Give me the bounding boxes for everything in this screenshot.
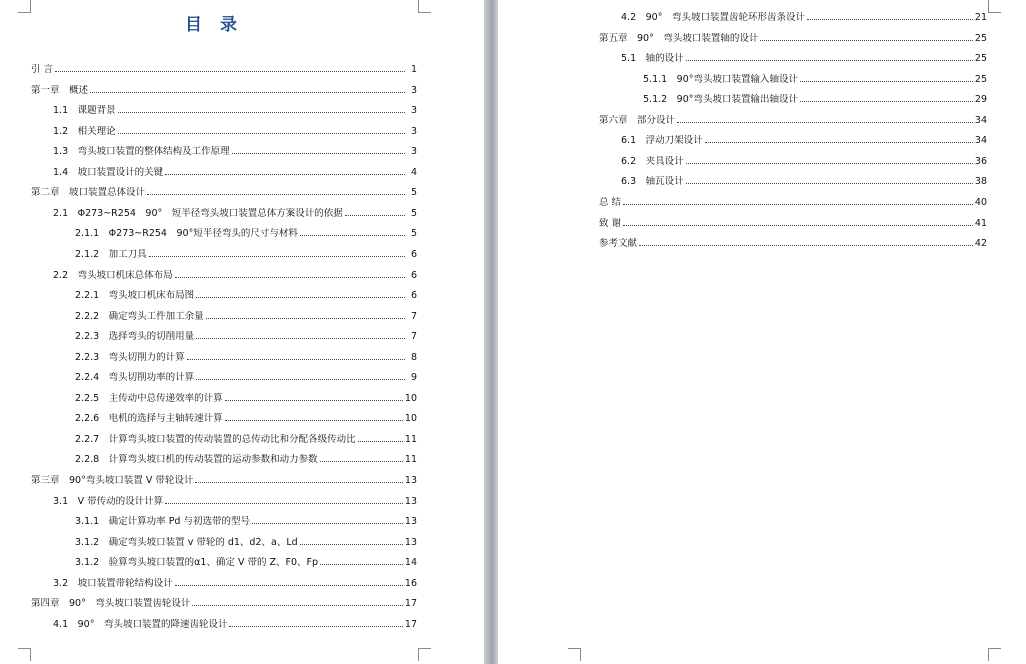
toc-page-number: 13 [404, 495, 417, 507]
toc-leader-dots [760, 40, 973, 41]
toc-entry[interactable] [75, 228, 417, 240]
toc-entry-title: 2.2.3 弯头切削力的计算 [75, 351, 185, 363]
toc-leader-dots [800, 81, 973, 82]
toc-page-number: 41 [974, 217, 987, 229]
toc-entry-title: 2.2 弯头坡口机床总体布局 [53, 269, 173, 281]
toc-entry-title: 2.2.7 计算弯头坡口装置的传动装置的总传动比和分配各级传动比 [75, 433, 356, 445]
toc-page-number: 6 [410, 269, 417, 281]
toc-leader-dots [300, 235, 405, 236]
toc-entry-title: 第二章 坡口装置总体设计 [31, 187, 146, 199]
toc-page-number: 11 [404, 433, 417, 445]
toc-page-number: 29 [974, 94, 987, 106]
toc-page-number: 38 [974, 176, 987, 188]
toc-entry-title: 2.1.2 加工刀具 [75, 248, 147, 260]
toc-leader-dots [147, 194, 405, 195]
toc-page-number: 25 [974, 73, 987, 85]
toc-entry[interactable] [75, 557, 417, 569]
toc-leader-dots [807, 19, 973, 20]
toc-page-number: 25 [974, 32, 987, 44]
toc-entry[interactable] [31, 64, 417, 76]
toc-page-number: 10 [404, 392, 417, 404]
document-page-left [0, 0, 484, 664]
toc-leader-dots [192, 605, 403, 606]
page-gutter [484, 0, 498, 664]
toc-entry[interactable] [53, 167, 417, 179]
toc-leader-dots [55, 71, 405, 72]
toc-leader-dots [187, 359, 405, 360]
toc-entry-title: 2.2.3 选择弯头的切削用量 [75, 331, 195, 343]
toc-leader-dots [358, 441, 403, 442]
toc-entry-title: 3.1 V 带传动的设计计算 [53, 495, 164, 507]
toc-entry-title: 6.3 轴瓦设计 [621, 176, 684, 188]
toc-page-number: 3 [410, 105, 417, 117]
toc-entry-title: 1.4 坡口装置设计的关键 [53, 166, 164, 178]
toc-entry-title: 2.2.5 主传动中总传递效率的计算 [75, 392, 223, 404]
toc-entry[interactable] [599, 238, 987, 250]
toc-entry-title: 3.1.1 确定计算功率 Pd 与初选带的型号 [75, 516, 250, 528]
toc-leader-dots [225, 420, 403, 421]
toc-page-number: 3 [410, 146, 417, 158]
toc-leader-dots [165, 174, 405, 175]
toc-entry[interactable] [53, 126, 417, 138]
toc-page-number: 34 [974, 114, 987, 126]
toc-page-number: 42 [974, 238, 987, 250]
toc-entry-title: 6.1 浮动刀架设计 [621, 135, 703, 147]
toc-entry-title: 6.2 夹具设计 [621, 155, 684, 167]
toc-leader-dots [686, 183, 973, 184]
toc-leader-dots [196, 379, 405, 380]
toc-entry[interactable] [75, 393, 417, 405]
toc-entry[interactable] [75, 434, 417, 446]
toc-leader-dots [686, 163, 973, 164]
toc-entry[interactable] [75, 516, 417, 528]
toc-leader-dots [196, 338, 405, 339]
toc-entry-title: 2.2.6 电机的选择与主轴转速计算 [75, 413, 223, 425]
toc-page-number: 36 [974, 155, 987, 167]
toc-entry-title: 2.2.8 计算弯头坡口机的传动装置的运动参数和动力参数 [75, 454, 318, 466]
toc-entry[interactable] [53, 146, 417, 158]
toc-page-number: 13 [404, 516, 417, 528]
toc-entry[interactable] [75, 311, 417, 323]
toc-page-number: 6 [410, 248, 417, 260]
toc-page-number: 5 [410, 187, 417, 199]
toc-page-number: 40 [974, 196, 987, 208]
toc-page-number: 25 [974, 53, 987, 65]
toc-entry[interactable] [31, 475, 417, 487]
toc-leader-dots [639, 245, 973, 246]
toc-entry-title: 2.1 Φ273~R254 90° 短半径弯头坡口装置总体方案设计的依据 [53, 207, 343, 219]
toc-title: 目 录 [185, 15, 243, 35]
toc-leader-dots [345, 215, 405, 216]
toc-entry[interactable] [75, 372, 417, 384]
toc-leader-dots [623, 204, 973, 205]
toc-page-number: 13 [404, 536, 417, 548]
toc-entry[interactable] [75, 413, 417, 425]
toc-leader-dots [118, 112, 405, 113]
toc-entry[interactable] [621, 12, 987, 24]
toc-entry[interactable] [643, 74, 987, 86]
toc-leader-dots [320, 461, 403, 462]
toc-entry[interactable] [75, 454, 417, 466]
toc-leader-dots [206, 318, 405, 319]
toc-entry[interactable] [53, 496, 417, 508]
toc-entry-title: 致 谢 [599, 217, 622, 229]
toc-page-number: 8 [410, 351, 417, 363]
toc-entry[interactable] [31, 85, 417, 97]
toc-entry[interactable] [621, 156, 987, 168]
toc-leader-dots [225, 400, 403, 401]
toc-leader-dots [252, 523, 403, 524]
toc-list-left [0, 0, 484, 664]
toc-entry-title: 2.2.4 弯头切削功率的计算 [75, 372, 195, 384]
toc-leader-dots [196, 297, 405, 298]
toc-entry[interactable] [53, 270, 417, 282]
toc-entry[interactable] [599, 218, 987, 230]
toc-entry[interactable] [75, 331, 417, 343]
toc-entry-title: 第六章 部分设计 [599, 114, 676, 126]
toc-entry-title: 引 言 [31, 64, 54, 75]
toc-page-number: 13 [404, 475, 417, 486]
toc-entry-title: 3.1.2 验算弯头坡口装置的α1、确定 V 带的 Z、F0、Fp [75, 557, 319, 569]
toc-page-number: 11 [404, 454, 417, 466]
toc-entry[interactable] [75, 290, 417, 302]
toc-leader-dots [686, 60, 973, 61]
toc-leader-dots [149, 256, 405, 257]
toc-entry[interactable] [621, 135, 987, 147]
toc-leader-dots [623, 225, 973, 226]
toc-page-number: 3 [410, 125, 417, 137]
toc-page-number: 16 [404, 577, 417, 589]
toc-entry[interactable] [53, 578, 417, 590]
toc-leader-dots [320, 564, 403, 565]
toc-leader-dots [175, 585, 403, 586]
toc-entry-title: 1.2 相关理论 [53, 125, 116, 137]
toc-entry[interactable] [75, 537, 417, 549]
toc-page-number: 7 [410, 310, 417, 322]
toc-leader-dots [195, 482, 403, 483]
toc-page-number: 5 [410, 207, 417, 219]
toc-entry[interactable] [53, 208, 417, 220]
toc-entry[interactable] [599, 197, 987, 209]
toc-entry-title: 总 结 [599, 196, 622, 208]
toc-entry[interactable] [643, 94, 987, 106]
toc-entry[interactable] [75, 249, 417, 261]
toc-page-number: 6 [410, 290, 417, 302]
toc-page-number: 17 [404, 618, 417, 630]
toc-entry-title: 1.1 课题背景 [53, 105, 116, 117]
toc-page-number: 1 [410, 64, 417, 75]
toc-entry-title: 4.2 90° 弯头坡口装置齿轮环形齿条设计 [621, 12, 805, 23]
toc-page-number: 3 [410, 84, 417, 96]
toc-entry-title: 3.2 坡口装置带轮结构设计 [53, 577, 173, 589]
toc-entry-title: 第五章 90° 弯头坡口装置轴的设计 [599, 32, 759, 44]
toc-entry[interactable] [621, 176, 987, 188]
toc-leader-dots [90, 92, 405, 93]
toc-page-number: 4 [410, 166, 417, 178]
toc-page-number: 34 [974, 135, 987, 147]
toc-list-right [498, 0, 1026, 664]
toc-entry-title: 4.1 90° 弯头坡口装置的降速齿轮设计 [53, 618, 228, 630]
toc-entry-title: 2.2.1 弯头坡口机床布局图 [75, 290, 195, 302]
toc-entry[interactable] [31, 598, 417, 610]
toc-entry-title: 5.1.1 90°弯头坡口装置输入轴设计 [643, 73, 799, 85]
toc-entry-title: 5.1.2 90°弯头坡口装置输出轴设计 [643, 94, 799, 106]
toc-page-number: 21 [974, 12, 987, 23]
toc-leader-dots [175, 277, 405, 278]
toc-entry[interactable] [75, 352, 417, 364]
toc-page-number: 5 [410, 228, 417, 240]
toc-entry-title: 3.1.2 确定弯头坡口装置 v 带轮的 d1、d2、a、Ld [75, 536, 298, 548]
toc-entry[interactable] [31, 187, 417, 199]
toc-entry[interactable] [621, 53, 987, 65]
document-page-right [498, 0, 1026, 664]
toc-entry[interactable] [599, 33, 987, 45]
toc-page-number: 14 [404, 557, 417, 569]
toc-leader-dots [118, 133, 405, 134]
toc-entry-title: 第四章 90° 弯头坡口装置齿轮设计 [31, 598, 191, 610]
toc-entry-title: 2.1.1 Φ273~R254 90°短半径弯头的尺寸与材料 [75, 228, 298, 240]
toc-entry-title: 1.3 弯头坡口装置的整体结构及工作原理 [53, 146, 230, 158]
toc-leader-dots [300, 544, 403, 545]
toc-entry-title: 第一章 概述 [31, 84, 89, 96]
toc-entry[interactable] [53, 619, 417, 631]
toc-entry-title: 5.1 轴的设计 [621, 53, 684, 65]
toc-entry-title: 2.2.2 确定弯头工件加工余量 [75, 310, 204, 322]
toc-page-number: 7 [410, 331, 417, 343]
toc-leader-dots [705, 142, 973, 143]
toc-leader-dots [232, 153, 405, 154]
toc-page-number: 17 [404, 598, 417, 610]
toc-leader-dots [677, 122, 973, 123]
toc-leader-dots [800, 101, 973, 102]
toc-page-number: 10 [404, 413, 417, 425]
toc-page-number: 9 [410, 372, 417, 384]
toc-entry-title: 第三章 90°弯头坡口装置 V 带轮设计 [31, 475, 194, 486]
toc-entry[interactable] [53, 105, 417, 117]
toc-leader-dots [229, 626, 402, 627]
toc-leader-dots [165, 503, 403, 504]
toc-entry-title: 参考文献 [599, 238, 638, 250]
toc-entry[interactable] [599, 115, 987, 127]
